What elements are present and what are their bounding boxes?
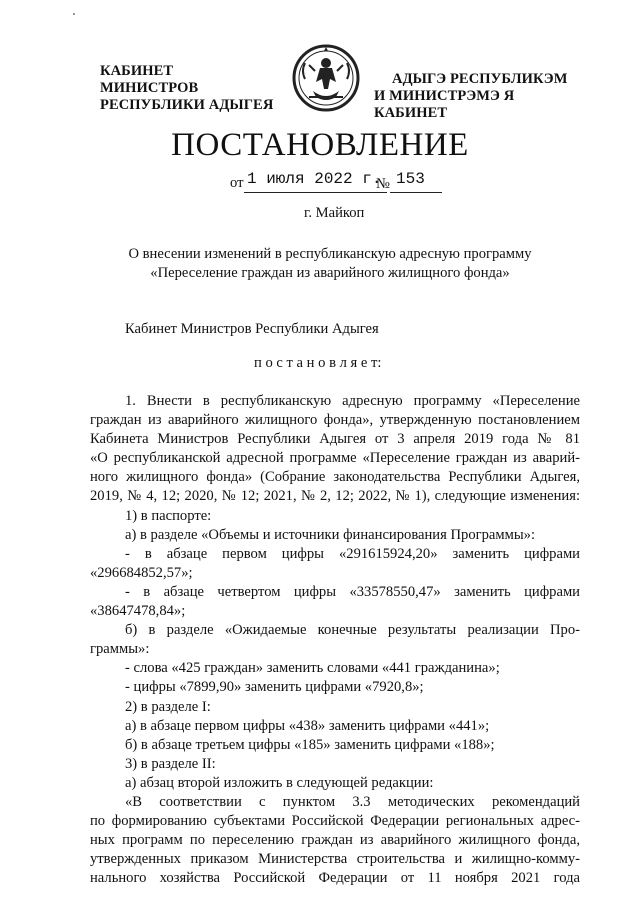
header-right-line2: И МИНИСТРЭМЭ Я КАБИНЕТ xyxy=(374,88,515,121)
subject-line1: О внесении изменений в республиканскую адресную программу xyxy=(128,246,532,262)
document-body xyxy=(90,392,580,888)
body-line: - слова «425 граждан» заменить словами «441 гражданина»; xyxy=(125,660,500,677)
body-line: 3) в разделе II: xyxy=(125,755,216,772)
body-line: ного жилищного фонда» (Собрание законодательства Республики Адыгея, xyxy=(90,469,580,486)
body-line: граждан из аварийного жилищного фонда», утвержденную постановлением xyxy=(90,412,580,429)
header-left xyxy=(100,63,275,114)
header-right xyxy=(374,71,574,122)
body-line: 1) в паспорте: xyxy=(125,507,212,524)
body-line: - в абзаце четвертом цифры «33578550,47» заменить цифрами xyxy=(125,583,580,600)
coat-of-arms-icon xyxy=(287,41,365,113)
date-prefix: от xyxy=(230,175,244,191)
number-prefix: № xyxy=(376,176,390,192)
scan-mark xyxy=(73,13,75,15)
body-line: утвержденных приказом Министерства строительства и жилищно-комму- xyxy=(90,851,580,868)
body-line: б) в абзаце третьем цифры «185» заменить цифрами «188»; xyxy=(125,736,495,753)
date-number-line xyxy=(230,170,460,194)
body-line: а) в разделе «Объемы и источники финансирования Программы»: xyxy=(125,526,535,543)
document-title: ПОСТАНОВЛЕНИЕ xyxy=(171,127,469,163)
body-line: «296684852,57»; xyxy=(90,564,193,581)
body-line: ных программ по переселению граждан из аварийного жилищного фонда, xyxy=(90,832,580,849)
body-line: «38647478,84»; xyxy=(90,603,186,620)
body-line: 1. Внести в республиканскую адресную программу «Переселение xyxy=(125,393,580,409)
header-right-line1: АДЫГЭ РЕСПУБЛИКЭМ xyxy=(392,71,568,87)
body-line: 2) в разделе I: xyxy=(125,698,211,715)
decrees: п о с т а н о в л я е т: xyxy=(254,355,382,371)
body-line: а) в абзаце первом цифры «438» заменить цифрами «441»; xyxy=(125,717,490,734)
subject-line2: «Переселение граждан из аварийного жилищного фонда» xyxy=(150,265,510,282)
body-line: б) в разделе «Ожидаемые конечные результаты реализации Про- xyxy=(125,622,580,639)
city: г. Майкоп xyxy=(304,205,365,221)
body-line: - в абзаце первом цифры «291615924,20» заменить цифрами xyxy=(125,545,580,562)
issuer: Кабинет Министров Республики Адыгея xyxy=(125,321,379,337)
body-line: Кабинета Министров Республики Адыгея от 3 апреля 2019 года № 81 xyxy=(90,431,580,448)
body-line: нального хозяйства Российской Федерации от 11 ноября 2021 года xyxy=(90,870,580,887)
body-line: а) абзац второй изложить в следующей редакции: xyxy=(125,774,434,791)
body-line: граммы»: xyxy=(90,641,150,658)
number-value: 153 xyxy=(396,170,425,188)
header-left-line2: РЕСПУБЛИКИ АДЫГЕЯ xyxy=(100,97,274,113)
body-line: 2019, № 4, 12; 2020, № 12; 2021, № 2, 12; 2022, № 1), следующие изменения: xyxy=(90,488,580,505)
header-left-line1: КАБИНЕТ МИНИСТРОВ xyxy=(100,63,199,96)
body-line: по формированию субъектами Российской Федерации региональных адрес- xyxy=(90,813,580,830)
body-line: «О республиканской адресной программе «Переселение граждан из аварий- xyxy=(90,450,580,467)
body-line: - цифры «7899,90» заменить цифрами «7920,8»; xyxy=(125,679,424,696)
subject xyxy=(60,245,600,283)
body-line: «В соответствии с пунктом 3.3 методических рекомендаций xyxy=(125,793,580,810)
date-value: 1 июля 2022 г. xyxy=(247,170,382,188)
